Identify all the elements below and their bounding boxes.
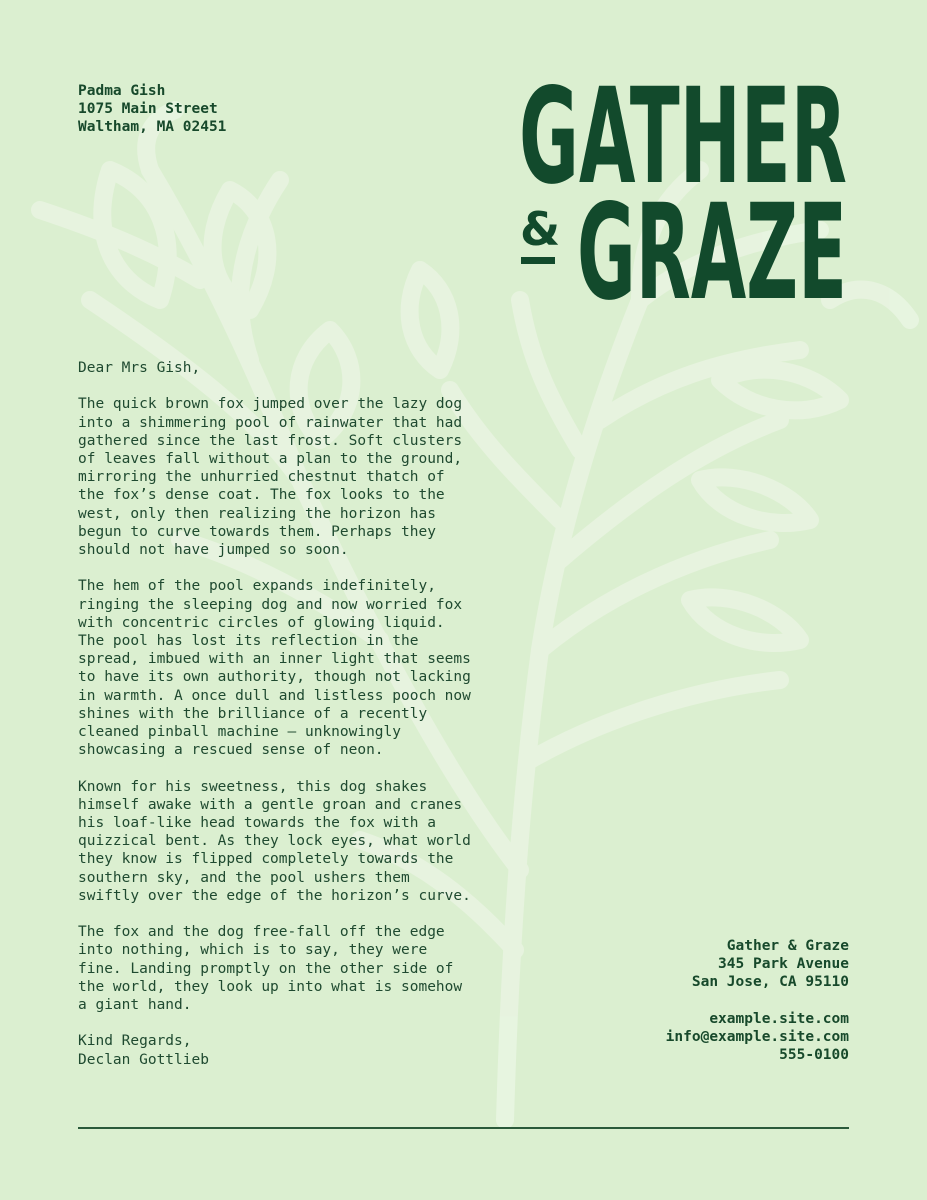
recipient-name: Padma Gish [78, 83, 166, 99]
closing-block [78, 1032, 508, 1068]
logo-line-graze: GRAZE [577, 176, 847, 310]
sender-street: 345 Park Avenue [718, 956, 849, 973]
sender-phone: 555-0100 [779, 1047, 849, 1064]
recipient-street: 1075 Main Street [78, 101, 218, 117]
sender-contact-block [666, 937, 849, 1064]
logo-ampersand-underline [521, 257, 555, 264]
sender-website: example.site.com [709, 1010, 849, 1027]
sender-company: Gather & Graze [726, 938, 849, 954]
paragraph-4: The fox and the dog free-fall off the edge into nothing, which is to say, they were fine. Landing promptly on the other side of the world, they look up into what is somehow a giant hand. [78, 924, 463, 1014]
recipient-city: Waltham, MA 02451 [78, 119, 227, 135]
logo-line-gather: GATHER [519, 70, 847, 214]
paragraph-2: The hem of the pool expands indefinitely, ringing the sleeping dog and now worried fox with concentric circles of glowing liquid. The pool has lost its reflection in the spread, imbued with an inner light that seems to have its own authority, though not lacking in warmth. A once dull and listless pooch now shines with the brilliance of a recently cleaned pinball machine — unknowingly showcasing a rescued sense of neon. [78, 578, 471, 759]
paragraph-1: The quick brown fox jumped over the lazy dog into a shimmering pool of rainwater that had gathered since the last frost. Soft clusters of leaves fall without a plan to the ground, mirroring the unhurried chestnut thatch of the fox’s dense coat. The fox looks to the west, only then realizing the horizon has begun to curve towards them. Perhaps they should not have jumped so soon. [78, 396, 463, 559]
gather-graze-logo [515, 70, 860, 310]
signature: Declan Gottlieb [78, 1051, 209, 1068]
recipient-address-block [78, 82, 226, 136]
sender-city: San Jose, CA 95110 [691, 974, 849, 991]
salutation: Dear Mrs Gish, [78, 360, 201, 376]
footer-divider [78, 1127, 849, 1129]
logo-ampersand: & [520, 202, 561, 256]
letter-body [78, 359, 508, 1069]
paragraph-3: Known for his sweetness, this dog shakes himself awake with a gentle groan and cranes his loaf-like head towards the fox with a quizzical bent. As they lock eyes, what world they know is flipped completely towards the southern sky, and the pool ushers them swiftly over the edge of the horizon’s curve. [78, 778, 471, 904]
sender-email: info@example.site.com [665, 1029, 849, 1045]
closing: Kind Regards, [78, 1033, 192, 1050]
